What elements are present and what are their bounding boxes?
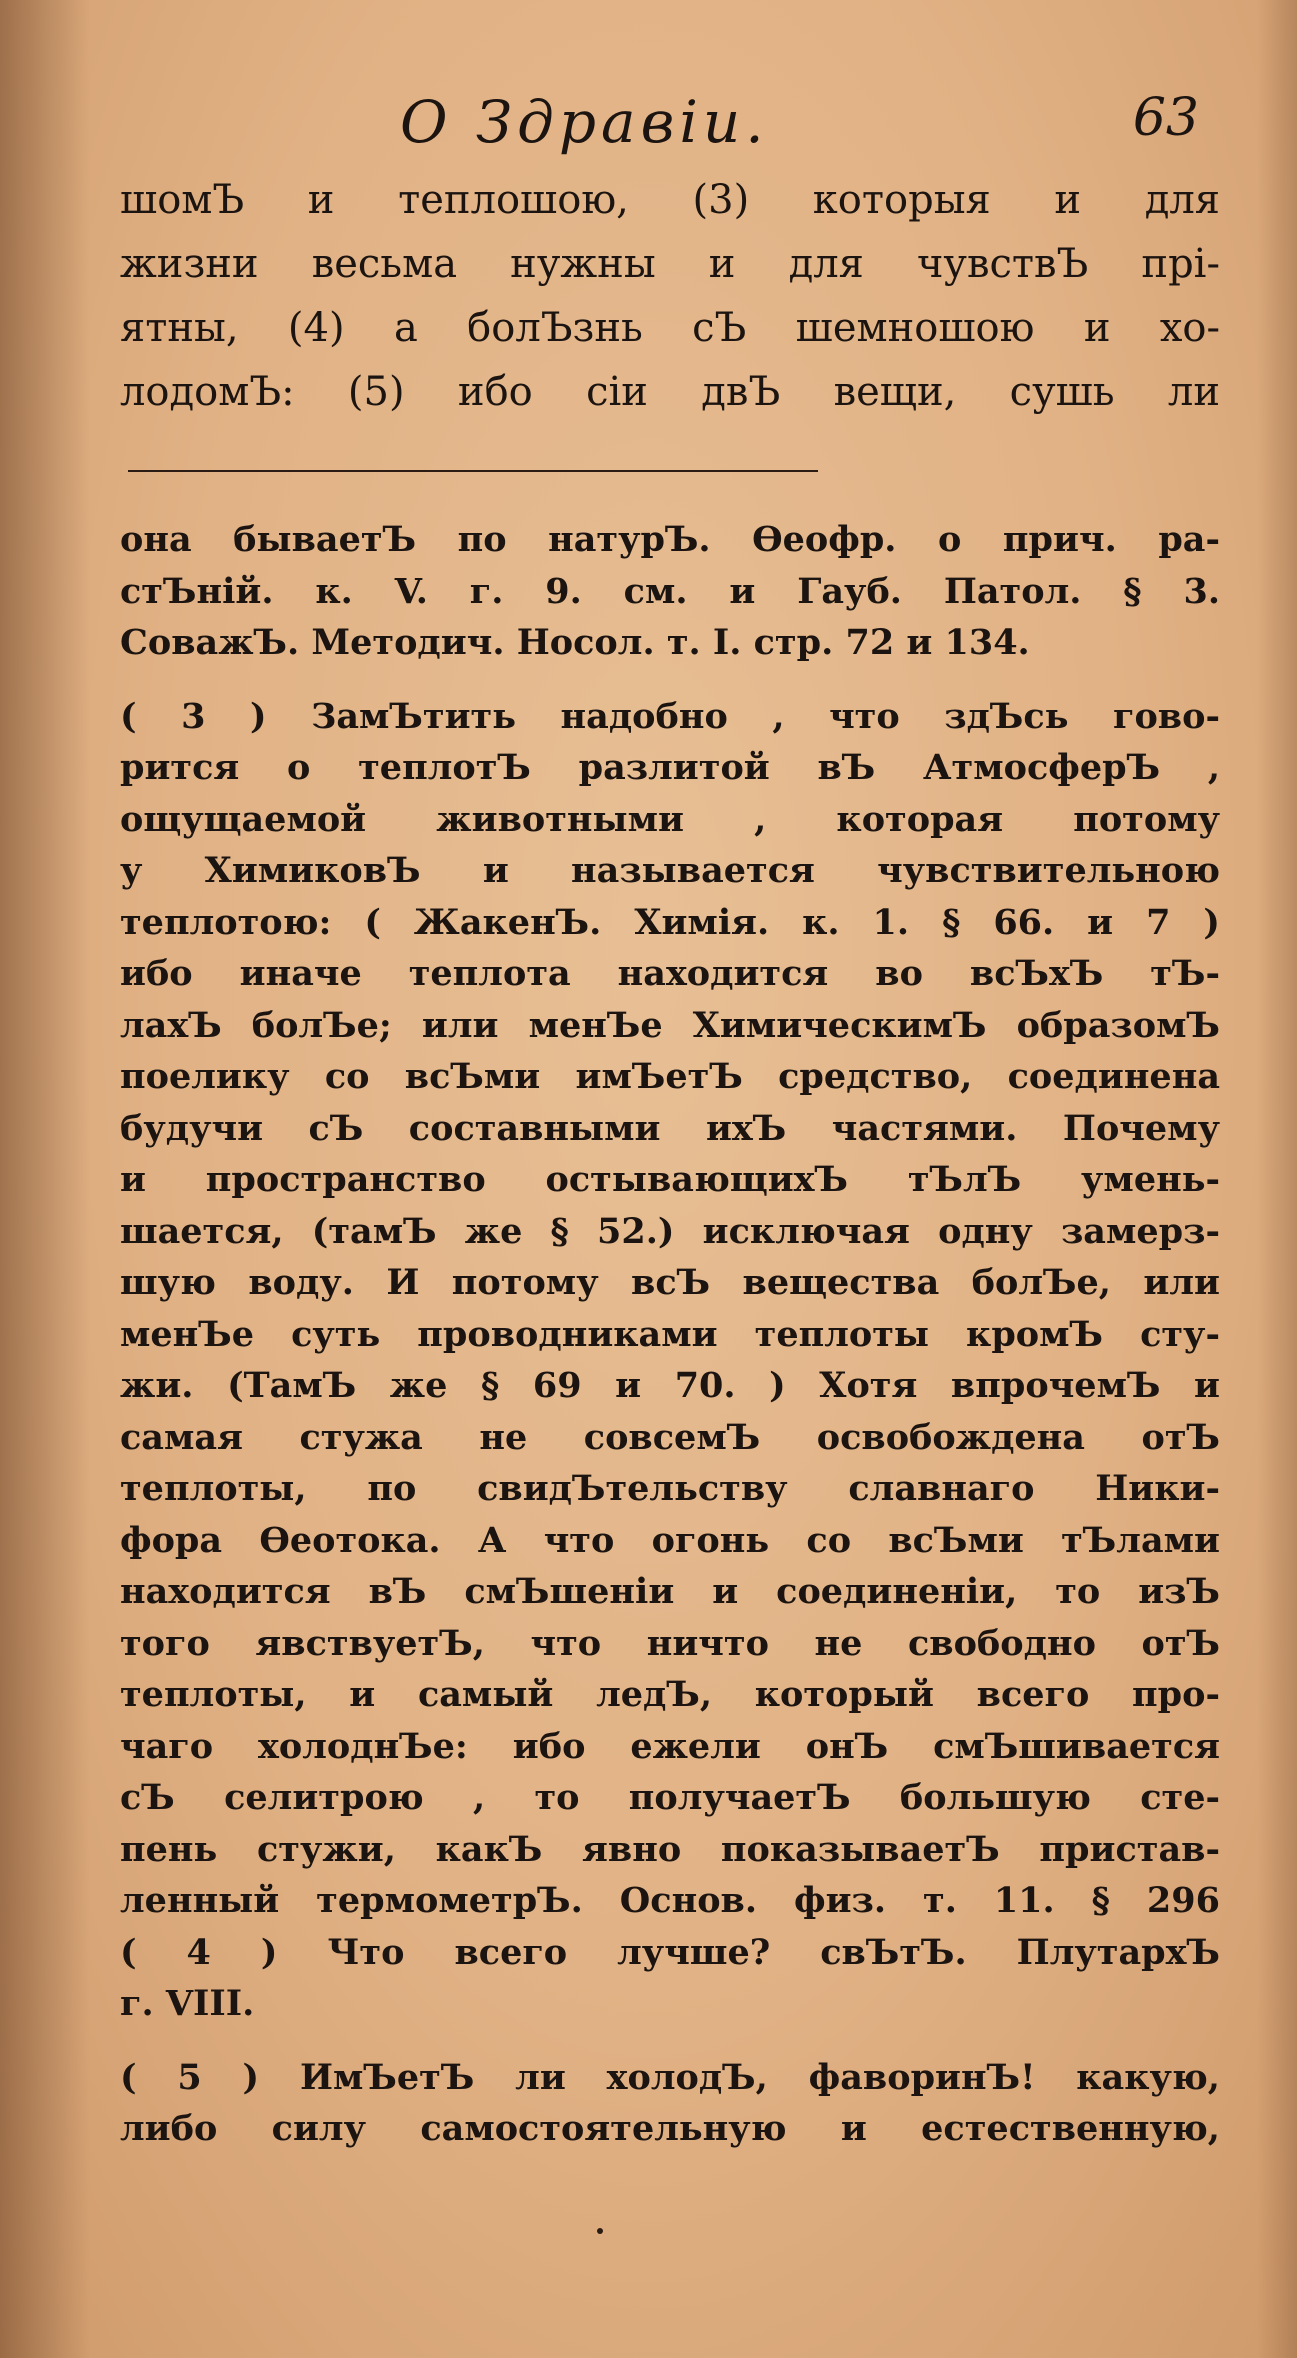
footnote-line: ( 5 ) ИмЪетЪ ли холодЪ, фаворинЪ! какую, [120, 2056, 1220, 2098]
footnote-line: г. VIII. [120, 1983, 255, 2024]
main-text-line: шомЪ и теплошою, (3) которыя и для [120, 177, 1220, 223]
footnote-line: пень стужи, какЪ явно показываетЪ пристав- [120, 1828, 1220, 1870]
footnote-line: ибо иначе теплота находится во всЪхЪ тЪ- [120, 953, 1220, 994]
footnote-line: либо силу самостоятельную и естественную, [120, 2108, 1220, 2149]
footnote-gap [120, 669, 1220, 691]
footnote-line: фора Өеотока. А что огонь со всЪми тЪлами [120, 1519, 1220, 1561]
footnote-line: шается, (тамЪ же § 52.) исключая одну замерз- [120, 1210, 1220, 1252]
footnote-line: чаго холоднЪе: ибо ежели онЪ смЪшивается [120, 1725, 1220, 1767]
main-text-line: ятны, (4) а болЪзнь сЪ шемношою и хо- [120, 305, 1220, 351]
footnote-line: теплоты, по свидЪтельству славнаго Ники- [120, 1468, 1220, 1509]
footnote-line: жи. (ТамЪ же § 69 и 70. ) Хотя впрочемЪ и [120, 1365, 1220, 1406]
footnote-line: ( 4 ) Что всего лучше? свЪтЪ. ПлутархЪ [120, 1931, 1220, 1973]
footnote-line: сЪ селитрою , то получаетЪ большую сте- [120, 1777, 1220, 1818]
footnote-separator-rule [128, 470, 818, 472]
footnote-line: она бываетЪ по натурЪ. Өеофр. о прич. ра- [120, 519, 1220, 560]
main-text [120, 168, 1220, 424]
footnote-line: поелику со всЪми имЪетЪ средство, соединена [120, 1056, 1220, 1097]
footnote-line: рится о теплотЪ разлитой вЪ АтмосферЪ , [120, 747, 1220, 788]
footnote-line: теплоты, и самый ледЪ, который всего про- [120, 1674, 1220, 1715]
running-title: О Здравіи. [400, 88, 769, 156]
footnote-line: СоважЪ. Методич. Носол. т. I. стр. 72 и 134. [120, 622, 1030, 663]
footnote-line: ощущаемой животными , которая потому [120, 798, 1220, 840]
footnote-line: ленный термометрЪ. Основ. физ. т. 11. § 296 [120, 1880, 1220, 1921]
footnote-line: стЪній. к. V. г. 9. см. и Гауб. Патол. § 3. [120, 570, 1220, 612]
footnote-line: находится вЪ смЪшеніи и соединеніи, то изЪ [120, 1571, 1220, 1612]
footnote-line: у ХимиковЪ и называется чувствительною [120, 850, 1220, 891]
footnote-line: и пространство остывающихЪ тЪлЪ умень- [120, 1159, 1220, 1200]
footnote-line: ( 3 ) ЗамЪтить надобно , что здЪсь гово- [120, 695, 1220, 737]
footnote-line: будучи сЪ составными ихЪ частями. Почему [120, 1107, 1220, 1149]
footnote-line: менЪе суть проводниками теплоты кромЪ сту- [120, 1313, 1220, 1355]
main-text-line: лодомЪ: (5) ибо сіи двЪ вещи, сушь ли [120, 369, 1220, 415]
main-text-line: жизни весьма нужны и для чувствЪ прі- [120, 241, 1220, 287]
footnote-line: самая стужа не совсемЪ освобождена отЪ [120, 1416, 1220, 1458]
footnotes [120, 514, 1220, 2155]
footnote-line: лахЪ болЪе; или менЪе ХимическимЪ образомЪ [120, 1004, 1220, 1046]
footnote-gap [120, 2030, 1220, 2052]
page-number: 63 [1132, 88, 1199, 148]
paper-speck [597, 2228, 603, 2234]
footnote-line: шую воду. И потому всЪ вещества болЪе, или [120, 1262, 1220, 1303]
page-header [400, 88, 1217, 168]
footnote-line: того явствуетЪ, что ничто не свободно отЪ [120, 1622, 1220, 1664]
footnote-line: теплотою: ( ЖакенЪ. Химія. к. 1. § 66. и 7 ) [120, 901, 1220, 943]
